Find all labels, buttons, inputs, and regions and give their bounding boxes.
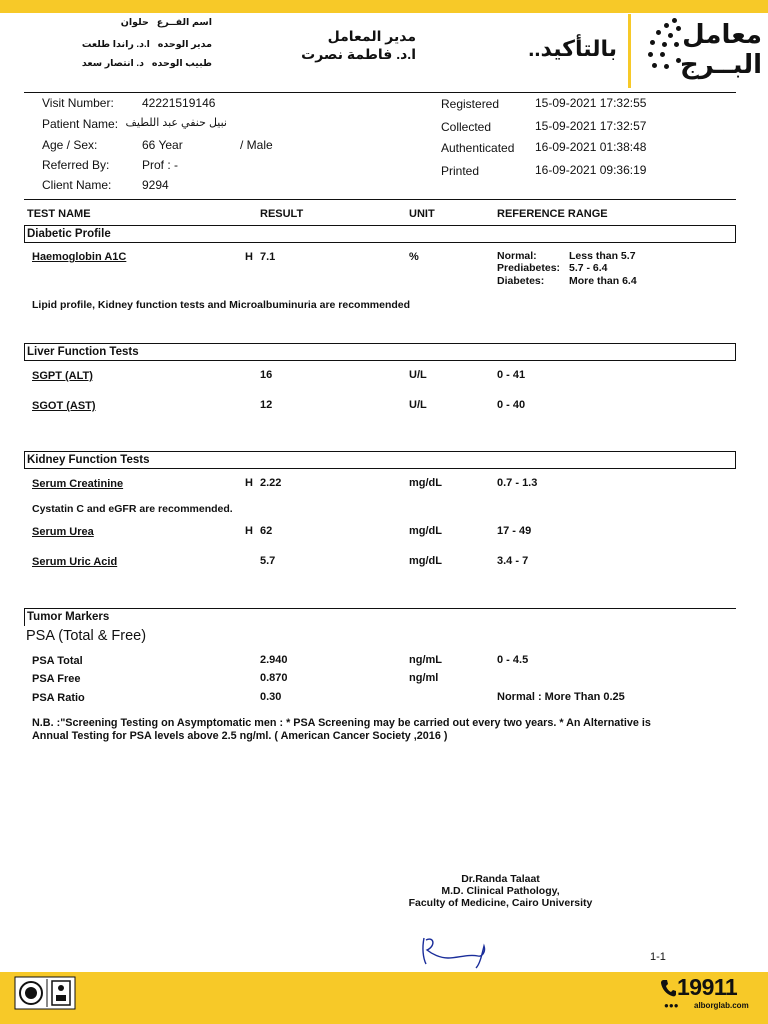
result-sgot: 12 [260, 399, 273, 411]
col-result: RESULT [260, 208, 304, 220]
client-name-value: 9294 [142, 178, 169, 192]
ref-prediabetes-value: 5.7 - 6.4 [569, 262, 608, 274]
slogan: بالتأكيد.. [528, 36, 617, 61]
referred-by-label: Referred By: [42, 158, 110, 172]
test-uric-acid: Serum Uric Acid [32, 556, 118, 568]
age-value: 66 Year [142, 138, 183, 152]
psa-panel-title: PSA (Total & Free) [26, 628, 147, 644]
referred-by-value: Prof : - [142, 158, 179, 172]
diabetic-note: Lipid profile, Kidney function tests and Microalbuminuria are recommended [32, 299, 411, 311]
authenticated-label: Authenticated [441, 141, 515, 155]
test-urea: Serum Urea [32, 526, 94, 538]
client-name-label: Client Name: [42, 178, 112, 192]
section-tumor [24, 608, 736, 626]
col-test-name: TEST NAME [27, 208, 91, 220]
flag-high: H [245, 525, 253, 537]
result-psa-ratio: 0.30 [260, 691, 282, 703]
unit-manager-label: مدير الوحده [157, 39, 212, 50]
collected-value: 15-09-2021 17:32:57 [535, 119, 647, 133]
authenticated-value: 16-09-2021 01:38:48 [535, 140, 647, 154]
unit-creatinine: mg/dL [409, 477, 442, 489]
section-title: Diabetic Profile [27, 228, 111, 240]
section-title: Tumor Markers [27, 611, 110, 623]
signatory-name: Dr.Randa Talaat [461, 873, 540, 885]
psa-note-line-2: Annual Testing for PSA levels above 2.5 ng/ml. ( American Cancer Society ,2016 ) [32, 730, 448, 742]
flag-high: H [245, 251, 253, 263]
test-psa-free: PSA Free [32, 673, 81, 685]
ref-diabetes-value: More than 6.4 [569, 275, 637, 287]
result-hba1c: 7.1 [260, 251, 276, 263]
branch-info-line-1 [60, 17, 212, 28]
social-icons [664, 1001, 679, 1010]
test-hba1c: Haemoglobin A1C [32, 251, 127, 263]
unit-hba1c: % [409, 251, 419, 263]
branch-info-line-2 [60, 39, 212, 50]
ref-prediabetes-label: Prediabetes: [497, 262, 561, 274]
ref-normal-label: Normal: [497, 250, 537, 262]
result-urea: 62 [260, 525, 273, 537]
brand-name-line-1: معامل [682, 19, 762, 49]
page-number: 1-1 [650, 951, 666, 963]
result-psa-total: 2.940 [260, 654, 288, 666]
section-diabetic [24, 225, 736, 243]
result-sgpt: 16 [260, 369, 273, 381]
ref-urea: 17 - 49 [497, 525, 532, 537]
registered-value: 15-09-2021 17:32:55 [535, 96, 647, 110]
test-psa-total: PSA Total [32, 655, 83, 667]
manager-title: مدير المعامل [327, 28, 416, 44]
instagram-icon: ● [668, 1001, 674, 1010]
psa-note-line-1: N.B. :"Screening Testing on Asymptomatic men : * PSA Screening may be carried out every two years. * An Alternative is [32, 717, 651, 729]
unit-sgpt: U/L [409, 369, 427, 381]
brand-name-line-2: البــرج [680, 49, 762, 79]
test-sgot: SGOT (AST) [32, 400, 96, 412]
unit-manager-value: ا.د. راندا طلعت [81, 39, 150, 50]
result-creatinine: 2.22 [260, 477, 282, 489]
ref-sgpt: 0 - 41 [497, 369, 526, 381]
age-sex-label: Age / Sex: [42, 138, 98, 152]
branch-label: اسم الفــرع [156, 17, 212, 28]
top-accent-bar [0, 0, 768, 13]
header-rule [24, 92, 736, 93]
printed-label: Printed [441, 164, 480, 178]
flag-high: H [245, 477, 253, 489]
ref-sgot: 0 - 40 [497, 399, 526, 411]
section-liver [24, 343, 736, 361]
test-sgpt: SGPT (ALT) [32, 370, 93, 382]
ref-diabetes-label: Diabetes: [497, 275, 545, 287]
accreditation-badges-icon [14, 976, 76, 1010]
footer-bar [0, 972, 768, 1024]
col-reference: REFERENCE RANGE [497, 208, 608, 220]
unit-sgot: U/L [409, 399, 427, 411]
patient-rule [24, 199, 736, 200]
phone-icon [660, 979, 676, 997]
signatory-faculty: Faculty of Medicine, Cairo University [408, 897, 593, 909]
youtube-icon: ● [673, 1001, 679, 1010]
unit-psa-total: ng/mL [409, 654, 442, 666]
patient-name-label: Patient Name: [42, 117, 119, 131]
ref-psa-ratio: Normal : More Than 0.25 [497, 691, 625, 703]
section-title: Kidney Function Tests [27, 454, 150, 466]
manager-name: ا.د. فاطمة نصرت [301, 46, 416, 62]
section-title: Liver Function Tests [27, 346, 139, 358]
result-uric-acid: 5.7 [260, 555, 276, 567]
col-unit: UNIT [409, 208, 435, 220]
visit-number-label: Visit Number: [42, 96, 114, 110]
unit-doctor-label: طبيب الوحده [151, 58, 212, 69]
ref-creatinine: 0.7 - 1.3 [497, 477, 538, 489]
sex-value: / Male [240, 138, 273, 152]
test-psa-ratio: PSA Ratio [32, 692, 85, 704]
hotline-number: 19911 [677, 974, 738, 1000]
branch-value: حلوان [120, 17, 149, 28]
ref-uric-acid: 3.4 - 7 [497, 555, 529, 567]
header-divider [628, 14, 631, 88]
unit-uric-acid: mg/dL [409, 555, 442, 567]
unit-doctor-value: د. انتصار سعد [81, 58, 144, 69]
kidney-note: Cystatin C and eGFR are recommended. [32, 503, 233, 515]
signatory-title: M.D. Clinical Pathology, [441, 885, 560, 897]
website-link[interactable]: alborglab.com [694, 1001, 749, 1010]
section-kidney [24, 451, 736, 469]
facebook-icon: ● [664, 1001, 669, 1010]
branch-info-line-3 [60, 58, 212, 69]
collected-label: Collected [441, 120, 492, 134]
result-psa-free: 0.870 [260, 672, 288, 684]
ref-psa-total: 0 - 4.5 [497, 654, 529, 666]
registered-label: Registered [441, 97, 500, 111]
test-creatinine: Serum Creatinine [32, 478, 124, 490]
visit-number-value: 42221519146 [142, 96, 216, 110]
signature-icon [418, 934, 498, 970]
patient-name-value: نبيل حنفي عبد اللطيف [125, 117, 227, 129]
ref-normal-value: Less than 5.7 [569, 250, 636, 262]
printed-value: 16-09-2021 09:36:19 [535, 163, 647, 177]
unit-urea: mg/dL [409, 525, 442, 537]
unit-psa-free: ng/ml [409, 672, 439, 684]
